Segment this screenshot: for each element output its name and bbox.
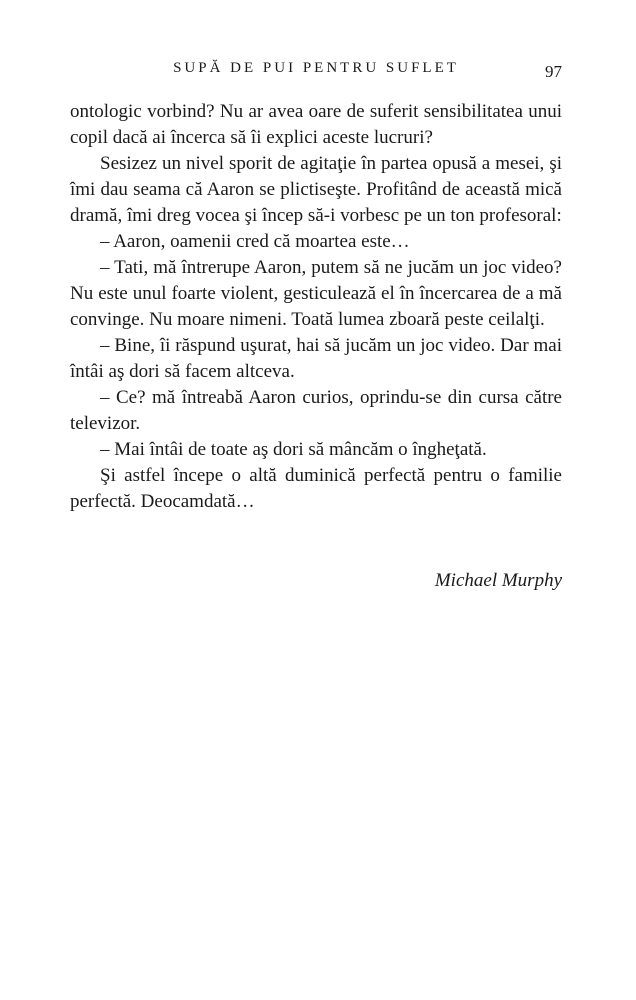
dialogue-line: – Aaron, oamenii cred că moartea este… (100, 231, 410, 252)
dialogue-line: – Ce? mă întreabă Aaron curios, oprindu-se din cursa către televizor. (70, 387, 562, 434)
running-title: SUPĂ DE PUI PENTRU SUFLET (173, 60, 459, 76)
paragraph: Sesizez un nivel sporit de agitaţie în partea opusă a mesei, şi îmi dau seama că Aaron se plictiseşte. Profitând de această mică dramă, îmi dreg vocea şi încep să-i vorbesc pe un ton profesoral: (70, 153, 562, 226)
paragraph: Şi astfel începe o altă duminică perfectă pentru o familie perfectă. Deocamdată… (70, 465, 562, 512)
dialogue-line: – Mai întâi de toate aş dori să mâncăm o îngheţată. (100, 439, 487, 460)
dialogue-line: – Tati, mă întrerupe Aaron, putem să ne jucăm un joc video? Nu este unul foarte violent, gesticulează el în încercarea de a mă convinge. Nu moare nimeni. Toată lumea zboară peste ceilalţi. (70, 257, 562, 330)
page-number: 97 (545, 62, 562, 81)
body-text (70, 99, 562, 515)
running-header (70, 60, 562, 82)
paragraph-continued: ontologic vorbind? Nu ar avea oare de suferit sensibilitatea unui copil dacă ai încerca să îi explici aceste lucruri? (70, 101, 562, 148)
author-signature: Michael Murphy (434, 570, 562, 591)
dialogue-line: – Bine, îi răspund uşurat, hai să jucăm un joc video. Dar mai întâi aş dori să facem altceva. (70, 335, 562, 382)
